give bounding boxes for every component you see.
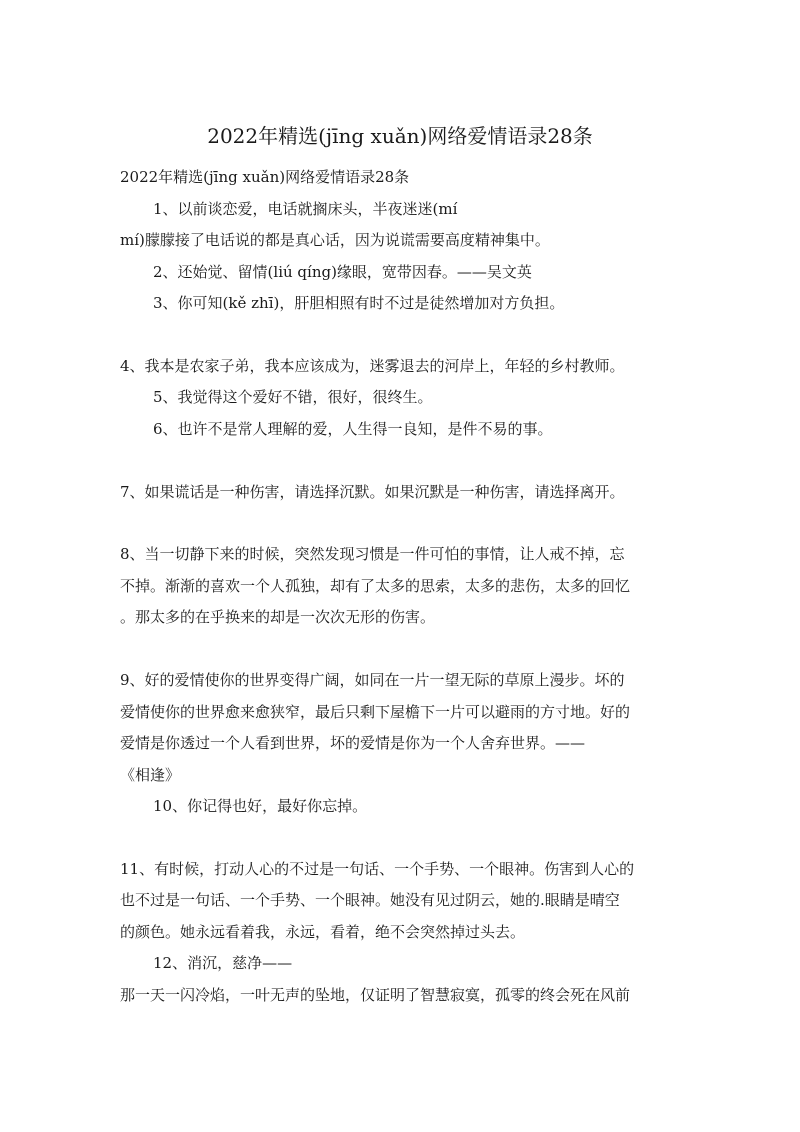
- paragraph-line: 10、你记得也好，最好你忘掉。: [153, 797, 368, 815]
- paragraph-line: 爱情使你的世界愈来愈狭窄，最后只剩下屋檐下一片可以避雨的方寸地。好的: [120, 703, 631, 721]
- paragraph-line: 12、消沉，慈净——: [153, 954, 293, 972]
- paragraph-line: 也不过是一句话、一个手势、一个眼神。她没有见过阴云，她的.眼睛是晴空: [120, 891, 620, 909]
- paragraph-line: 2、还始觉、留情(liú qíng)缘眼，宽带因春。——吴文英: [153, 263, 532, 281]
- paragraph-line: 《相逢》: [120, 766, 181, 784]
- paragraph-line: 1、以前谈恋爱，电话就搁床头，半夜迷迷(mí: [153, 200, 458, 218]
- paragraph-line: 7、如果谎话是一种伤害，请选择沉默。如果沉默是一种伤害，请选择离开。: [120, 483, 625, 501]
- paragraph-line: 9、好的爱情使你的世界变得广阔，如同在一片一望无际的草原上漫步。坏的: [120, 671, 625, 689]
- paragraph-line: 3、你可知(kě zhī)，肝胆相照有时不过是徒然增加对方负担。: [153, 294, 565, 312]
- paragraph-line: 那一天一闪冷焰，一叶无声的坠地，仅证明了智慧寂寞，孤零的终会死在风前: [120, 986, 631, 1004]
- paragraph-line: 11、有时候，打动人心的不过是一句话、一个手势、一个眼神。伤害到人心的: [120, 860, 635, 878]
- paragraph-line: 爱情是你透过一个人看到世界，坏的爱情是你为一个人舍弃世界。——: [120, 734, 586, 752]
- paragraph-line: 6、也许不是常人理解的爱，人生得一良知，是件不易的事。: [153, 420, 553, 438]
- paragraph-line: 。那太多的在乎换来的却是一次次无形的伤害。: [120, 608, 436, 626]
- document-subtitle: 2022年精选(jīng xuǎn)网络爱情语录28条: [120, 168, 410, 186]
- paragraph-line: 5、我觉得这个爱好不错，很好，很终生。: [153, 388, 433, 406]
- paragraph-line: 的颜色。她永远看着我，永远，看着，绝不会突然掉过头去。: [120, 923, 526, 941]
- paragraph-line: mí)朦朦接了电话说的都是真心话，因为说谎需要高度精神集中。: [120, 231, 550, 249]
- document-title: 2022年精选(jīng xuǎn)网络爱情语录28条: [207, 124, 593, 148]
- paragraph-line: 4、我本是农家子弟，我本应该成为，迷雾退去的河岸上，年轻的乡村教师。: [120, 357, 625, 375]
- paragraph-line: 不掉。渐渐的喜欢一个人孤独，却有了太多的思索，太多的悲伤，太多的回忆: [120, 577, 631, 595]
- paragraph-line: 8、当一切静下来的时候，突然发现习惯是一件可怕的事情，让人戒不掉，忘: [120, 545, 625, 563]
